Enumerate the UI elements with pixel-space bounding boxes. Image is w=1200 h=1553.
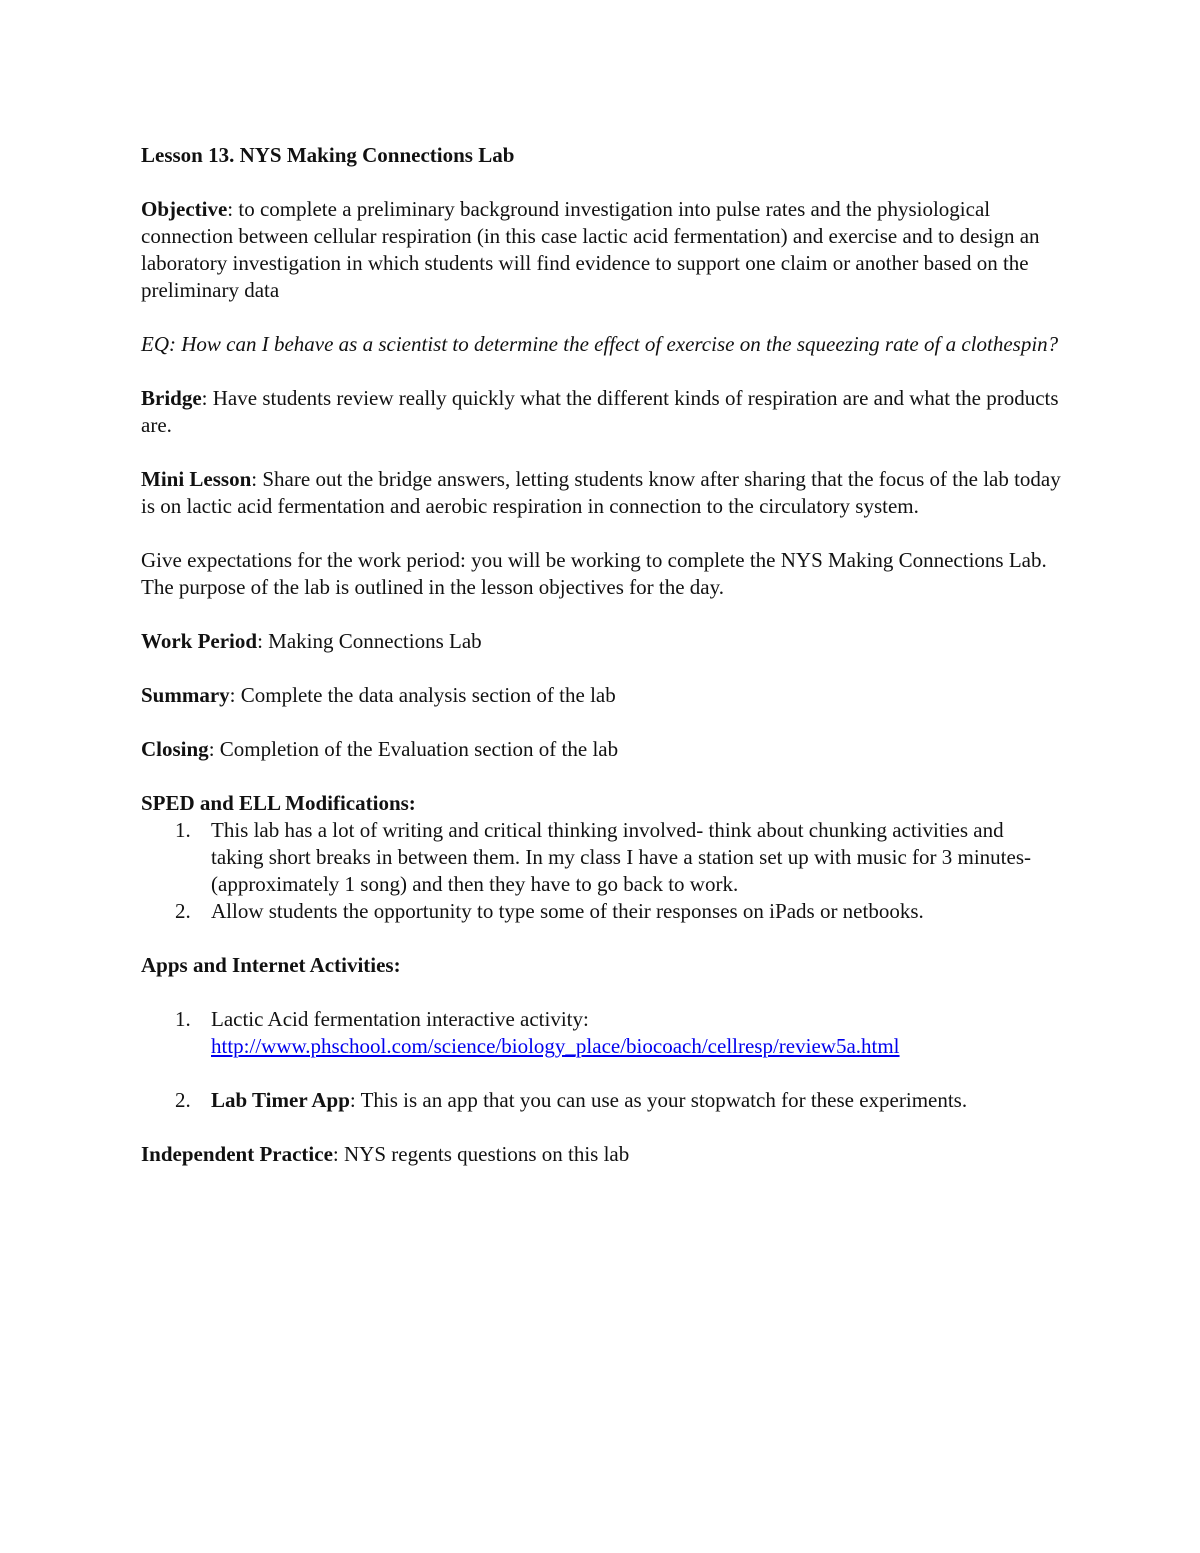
closing-text: Completion of the Evaluation section of the lab: [219, 737, 619, 761]
mini-lesson-text: Share out the bridge answers, letting students know after sharing that the focus of the lab today is on lactic acid fermentation and aerobic respiration in connection to the circulatory system.: [141, 467, 1061, 518]
apps-heading: Apps and Internet Activities:: [141, 953, 401, 977]
list-number: 2.: [175, 1088, 191, 1112]
list-number: 1.: [175, 1007, 191, 1031]
list-item-text: Allow students the opportunity to type some of their responses on iPads or netbooks.: [211, 899, 924, 923]
list-item-text: This lab has a lot of writing and critical thinking involved- think about chunking activities and taking short breaks in between them. In my class I have a station set up with music for 3 minutes- (approximately 1 song) and then they have to go back to work.: [211, 818, 1031, 896]
list-item: [141, 817, 1061, 898]
bridge-text: Have students review really quickly what the different kinds of respiration are and what the products are.: [141, 386, 1059, 437]
closing-label: Closing: [141, 737, 209, 761]
list-number: 2.: [175, 899, 191, 923]
list-item-text: : This is an app that you can use as your stopwatch for these experiments.: [349, 1088, 968, 1112]
summary-label: Summary: [141, 683, 230, 707]
essential-question: EQ: How can I behave as a scientist to determine the effect of exercise on the squeezing rate of a clothespin?: [141, 332, 1059, 356]
biocoach-link[interactable]: http://www.phschool.com/science/biology_place/biocoach/cellresp/review5a.html: [211, 1034, 900, 1058]
sped-heading: SPED and ELL Modifications:: [141, 791, 416, 815]
bridge-label: Bridge: [141, 386, 202, 410]
list-item: [141, 1006, 1061, 1060]
objective-label: Objective: [141, 197, 228, 221]
independent-practice-label: Independent Practice: [141, 1142, 333, 1166]
expectations-paragraph: Give expectations for the work period: you will be working to complete the NYS Making Connections Lab. The purpose of the lab is outlined in the lesson objectives for the day.: [141, 548, 1047, 599]
apps-list: [141, 1006, 1061, 1114]
bridge-paragraph: Bridge: Have students review really quickly what the different kinds of respiration are and what the products are.: [141, 386, 1059, 437]
sped-list: [141, 817, 1061, 925]
summary-text: Complete the data analysis section of the lab: [240, 683, 616, 707]
list-item-text: Lactic Acid fermentation interactive activity:: [211, 1007, 589, 1031]
list-item: [141, 1087, 1061, 1114]
work-period-paragraph: Work Period: Making Connections Lab: [141, 629, 482, 653]
lab-timer-label: Lab Timer App: [211, 1088, 350, 1112]
work-period-label: Work Period: [141, 629, 258, 653]
objective-text: to complete a preliminary background investigation into pulse rates and the physiological connection between cellular respiration (in this case lactic acid fermentation) and exercise and to design an laboratory investigation in which students will find evidence to support one claim or another based on the preliminary data: [141, 197, 1040, 302]
independent-practice-paragraph: Independent Practice: NYS regents questions on this lab: [141, 1142, 630, 1166]
document-page: [141, 142, 1061, 1195]
independent-practice-text: NYS regents questions on this lab: [344, 1142, 630, 1166]
mini-lesson-paragraph: Mini Lesson: Share out the bridge answers, letting students know after sharing that the focus of the lab today is on lactic acid fermentation and aerobic respiration in connection to the circulatory system.: [141, 467, 1061, 518]
summary-paragraph: Summary: Complete the data analysis section of the lab: [141, 683, 616, 707]
list-item: [141, 898, 1061, 925]
objective-paragraph: Objective: to complete a preliminary background investigation into pulse rates and the physiological connection between cellular respiration (in this case lactic acid fermentation) and exercise and to design an laboratory investigation in which students will find evidence to support one claim or another based on the preliminary data: [141, 197, 1040, 302]
lesson-title: Lesson 13. NYS Making Connections Lab: [141, 143, 515, 167]
mini-lesson-label: Mini Lesson: [141, 467, 252, 491]
list-number: 1.: [175, 818, 191, 842]
closing-paragraph: Closing: Completion of the Evaluation section of the lab: [141, 737, 619, 761]
work-period-text: Making Connections Lab: [268, 629, 482, 653]
